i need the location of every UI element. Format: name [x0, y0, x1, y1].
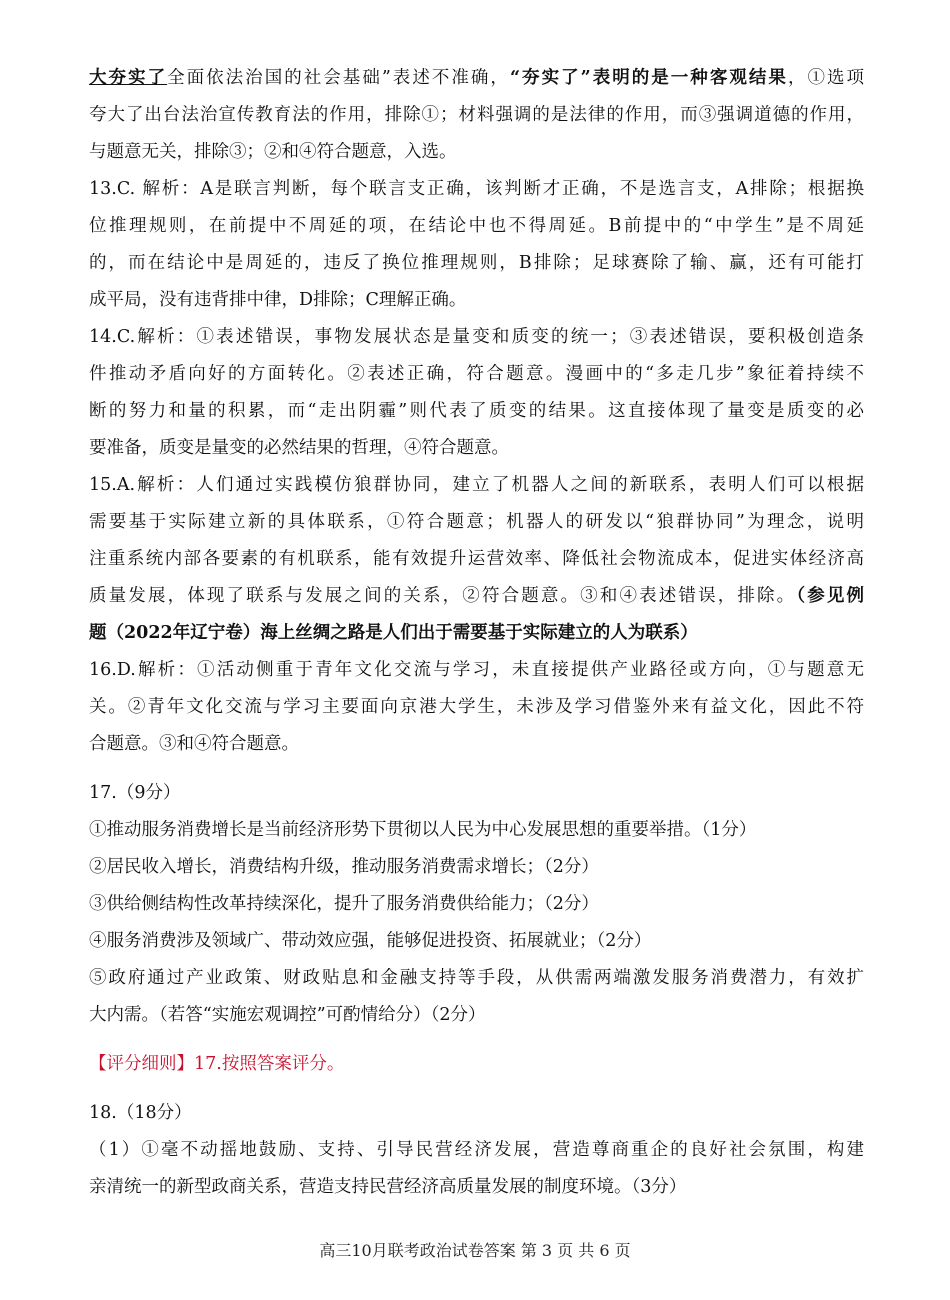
q16-explanation: [89, 652, 864, 763]
text-line: 合题意。③和④符合题意。: [89, 734, 299, 754]
q18-heading: 18.（18分）: [89, 1103, 192, 1123]
text-segment: ，①选项: [787, 68, 865, 88]
text-line: 与题意无关，排除③；②和④符合题意，入选。: [89, 142, 457, 162]
q17-item-3: ③供给侧结构性改革持续深化，提升了服务消费供给能力；（2分）: [89, 894, 599, 914]
q17-item-5-cont: 大内需。（若答“实施宏观调控”可酌情给分）（2分）: [89, 1005, 486, 1025]
text-line: 13.C. 解析：A是联言判断，每个联言支正确，该判断才正确，不是选言支，A排除；根据换: [89, 179, 864, 199]
bold-reference: （参见例: [796, 586, 865, 606]
text-line: 16.D.解析：①活动侧重于青年文化交流与学习，未直接提供产业路径或方向，①与题意无: [89, 660, 864, 680]
text-line: 件推动矛盾向好的方面转化。②表述正确，符合题意。漫画中的“多走几步”象征着持续不: [89, 364, 864, 384]
page-footer: 高三10月联考政治试卷答案 第 3 页 共 6 页: [319, 1241, 631, 1260]
text-line: 注重系统内部各要素的有机联系，能有效提升运营效率、降低社会物流成本，促进实体经济高: [89, 549, 864, 569]
text-line: 关。②青年文化交流与学习主要面向京港大学生，未涉及学习借鉴外来有益文化，因此不符: [89, 697, 864, 717]
q17-heading: 17.（9分）: [89, 783, 181, 803]
q13-explanation: [89, 171, 864, 319]
text-line: 断的努力和量的积累，而“走出阴霾”则代表了质变的结果。这直接体现了量变是质变的必: [89, 401, 864, 421]
text-line: 15.A.解析：人们通过实践模仿狼群协同，建立了机器人之间的新联系，表明人们可以根据: [89, 475, 864, 495]
q17-item-5: ⑤政府通过产业政策、财政贴息和金融支持等手段，从供需两端激发服务消费潜力，有效扩: [89, 968, 864, 988]
q17-item-4: ④服务消费涉及领域广、带动效应强，能够促进投资、拓展就业；（2分）: [89, 931, 652, 951]
text-line: 的，而在结论中是周延的，违反了换位推理规则，B排除；足球赛除了输、赢，还有可能打: [89, 253, 864, 273]
text-line: 夸大了出台法治宣传教育法的作用，排除①；材料强调的是法律的作用，而③强调道德的作用，: [89, 105, 864, 125]
q12-explanation-tail: [89, 60, 864, 171]
q17-item-2: ②居民收入增长，消费结构升级，推动服务消费需求增长；（2分）: [89, 857, 599, 877]
text-line: 14.C.解析：①表述错误，事物发展状态是量变和质变的统一；③表述错误，要积极创造条: [89, 327, 864, 347]
text-segment: 质量发展，体现了联系与发展之间的关系，②符合题意。③和④表述错误，排除。: [89, 586, 797, 606]
q17-answer: [89, 775, 864, 1034]
text-line: 成平局，没有违背排中律，D排除；C理解正确。: [89, 290, 467, 310]
text-line: （1）①毫不动摇地鼓励、支持、引导民营经济发展，营造尊商重企的良好社会氛围，构建: [89, 1140, 864, 1160]
q14-explanation: [89, 319, 864, 467]
answer-content: [89, 60, 864, 1206]
text-line: 要准备，质变是量变的必然结果的哲理，④符合题意。: [89, 438, 509, 458]
q15-explanation: [89, 467, 864, 652]
q18-answer: [89, 1095, 864, 1206]
text-line: 亲清统一的新型政商关系，营造支持民营经济高质量发展的制度环境。（3分）: [89, 1177, 687, 1197]
underlined-phrase: 大夯实了: [89, 68, 168, 88]
text-line: [89, 60, 864, 97]
q17-item-1: ①推动服务消费增长是当前经济形势下贯彻以人民为中心发展思想的重要举措。（1分）: [89, 820, 757, 840]
text-line: 需要基于实际建立新的具体联系，①符合题意；机器人的研发以“狼群协同”为理念，说明: [89, 512, 864, 532]
bold-reference-line: 题（2022年辽宁卷）海上丝绸之路是人们出于需要基于实际建立的人为联系）: [89, 623, 698, 643]
scoring-rule-text: 【评分细则】17.按照答案评分。: [89, 1054, 345, 1074]
q17-scoring-rule: [89, 1046, 864, 1083]
bold-phrase: “夯实了”表明的是一种客观结果: [509, 68, 788, 88]
text-segment: 全面依法治国的社会基础”表述不准确，: [167, 68, 510, 88]
text-line: 位推理规则，在前提中不周延的项，在结论中也不得周延。B前提中的“中学生”是不周延: [89, 216, 864, 236]
text-line: [89, 578, 864, 615]
